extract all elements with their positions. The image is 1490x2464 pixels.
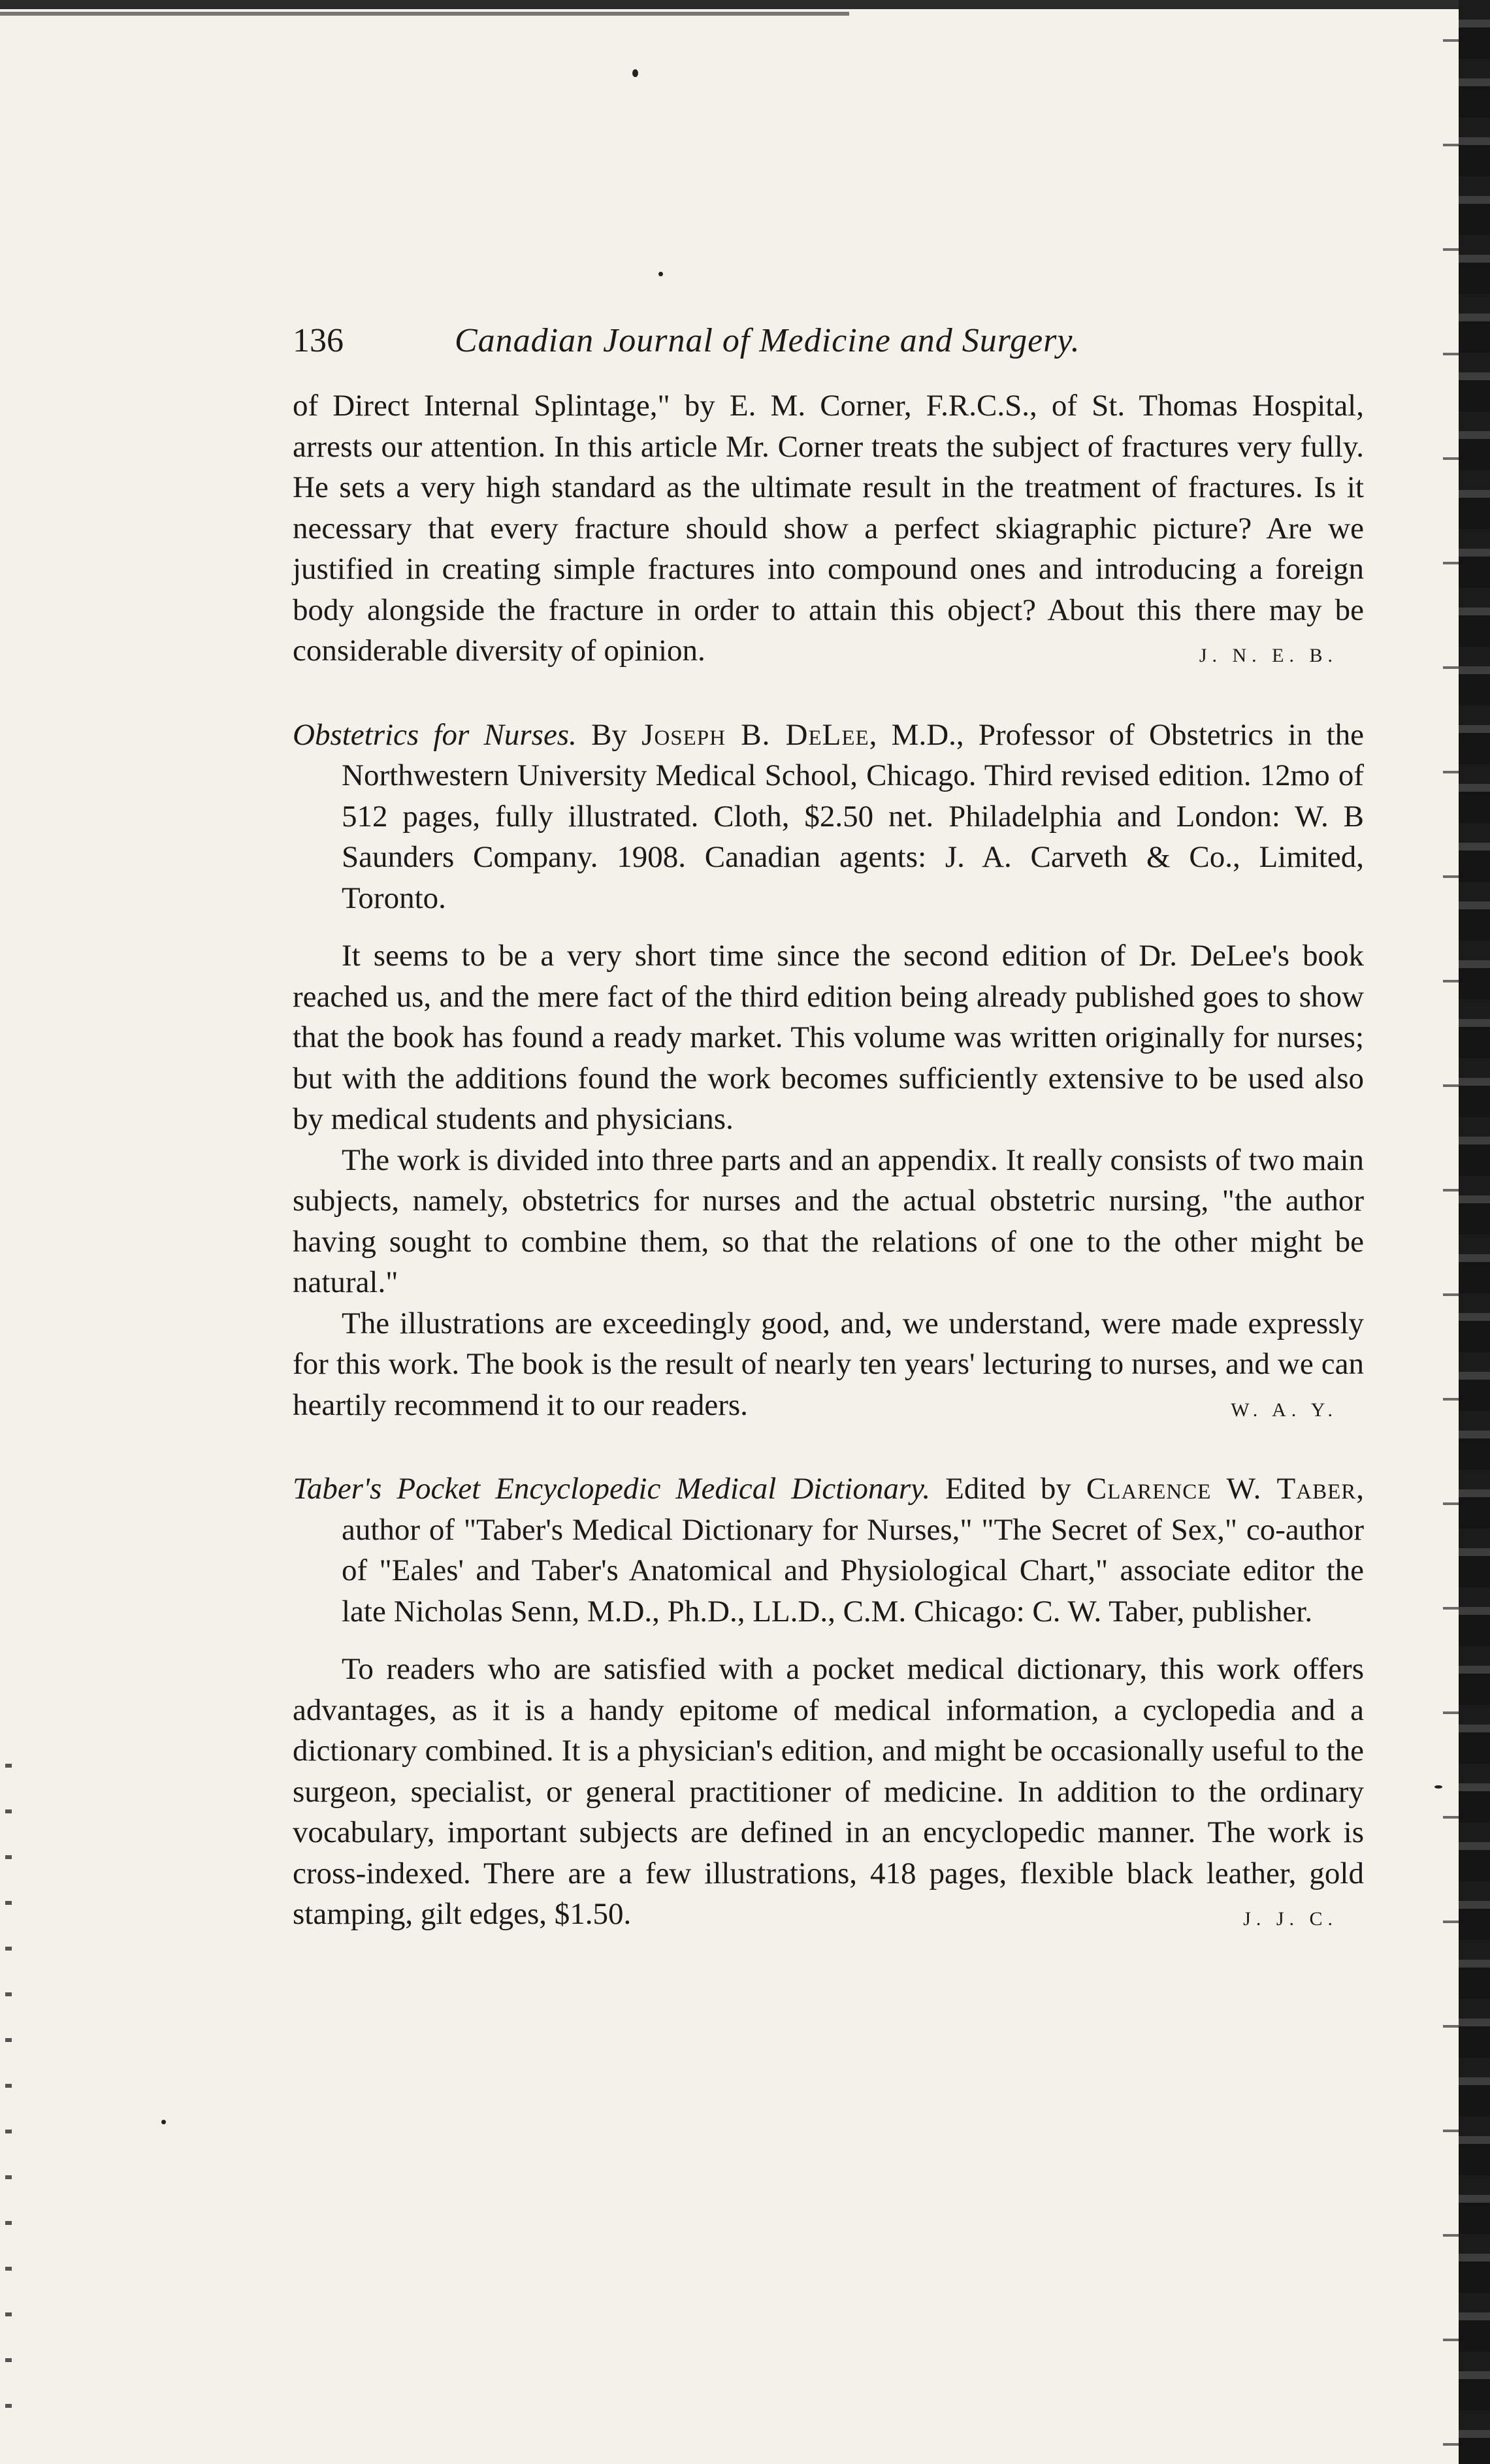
reviewer-initials: J. J. C. xyxy=(1243,1908,1338,1930)
book-author: Clarence W. Taber xyxy=(1086,1472,1357,1506)
spacer xyxy=(293,918,1364,935)
citation-edited-by: Edited by xyxy=(930,1472,1086,1506)
review-paragraph xyxy=(293,1649,1364,1935)
scan-speck xyxy=(632,69,638,77)
review-obstetrics-for-nurses xyxy=(293,715,1364,1426)
scan-edge-right xyxy=(1459,0,1490,2464)
review-text: To readers who are satisfied with a pocket medical dictionary, this work offers advantages, as it is a handy epitome of medical information, a cyclopedia and a dictionary combined. It is a physician's edition, and might be occasionally useful to the surgeon, specialist, or general practitioner of medicine. In addition to the ordinary vocabulary, important subjects are defined in an encyclopedic manner. The work is cross-indexed. There are a few illustrations, 418 pages, flexible black leather, gold stamping, gilt edges, $1.50. xyxy=(293,1652,1364,1931)
scan-edge-top-line xyxy=(0,12,849,16)
book-title: Taber's Pocket Encyclopedic Medical Dictionary. xyxy=(293,1472,931,1506)
scan-speck xyxy=(161,2120,166,2124)
spacer xyxy=(293,1425,1364,1468)
citation-by: By xyxy=(576,717,642,752)
reviewer-initials: J. N. E. B. xyxy=(1199,645,1338,666)
review-continued xyxy=(293,385,1364,672)
page-number: 136 xyxy=(293,322,344,359)
book-details: , author of "Taber's Medical Dictionary for Nurses," "The Secret of Sex," co-author of "Eales' and Taber's Anatomical and Physiological Chart," associate editor the late Nicholas Senn, M.D., Ph.D., LL.D., C.M. Chicago: C. W. Taber, publisher. xyxy=(342,1472,1365,1629)
book-page xyxy=(293,315,1364,1940)
spacer xyxy=(293,1632,1364,1649)
scan-edge-top xyxy=(0,0,1490,9)
review-text: The illustrations are exceedingly good, and, we understand, were made expressly for this work. The book is the result of nearly ten years' lecturing to nurses, and we can heartily recommend it to our readers. xyxy=(293,1306,1364,1422)
book-details: , M.D., Professor of Obstetrics in the Northwestern University Medical School, Chicago. Third revised edition. 12mo of 512 pages, fully illustrated. Cloth, $2.50 net. Philadelphia and London: W. B Saunders Company. 1908. Canadian agents: J. A. Carveth & Co., Limited, Toronto. xyxy=(342,717,1365,915)
scan-speck xyxy=(1434,1785,1442,1789)
book-citation xyxy=(293,715,1364,919)
book-title: Obstetrics for Nurses. xyxy=(293,717,577,752)
review-paragraph xyxy=(293,1303,1364,1426)
book-author: Joseph B. DeLee xyxy=(641,717,869,752)
scan-speck xyxy=(658,272,663,276)
book-citation xyxy=(293,1468,1364,1632)
reviewer-initials: W. A. Y. xyxy=(1231,1399,1338,1421)
review-pocket-medical-dictionary xyxy=(293,1468,1364,1935)
review-paragraph xyxy=(293,385,1364,672)
scan-edge-left-marks xyxy=(5,1764,12,2450)
running-head xyxy=(293,315,1364,367)
spacer xyxy=(293,672,1364,715)
scan-edge-right-shadow xyxy=(1443,0,1459,2464)
journal-title: Canadian Journal of Medicine and Surgery. xyxy=(455,322,1080,359)
review-paragraph: The work is divided into three parts and an appendix. It really consists of two main subjects, namely, obstetrics for nurses and the actual obstetric nursing, "the author having sought to combine them, so that the relations of one to the other might be natural." xyxy=(293,1143,1364,1299)
review-paragraph: It seems to be a very short time since the second edition of Dr. DeLee's book reached us, and the mere fact of the third edition being already published goes to show that the book has found a ready market. This volume was written originally for nurses; but with the additions found the work becomes sufficiently extensive to be used also by medical students and physicians. xyxy=(293,939,1364,1136)
review-text: of Direct Internal Splintage," by E. M. Corner, F.R.C.S., of St. Thomas Hospital, arrests our attention. In this article Mr. Corner treats the subject of fractures very fully. He sets a very high standard as the ultimate result in the treatment of fractures. Is it necessary that every fracture should show a perfect skiagraphic picture? Are we justified in creating simple fractures into compound ones and introducing a foreign body alongside the fracture in order to attain this object? About this there may be considerable diversity of opinion. xyxy=(293,389,1364,668)
